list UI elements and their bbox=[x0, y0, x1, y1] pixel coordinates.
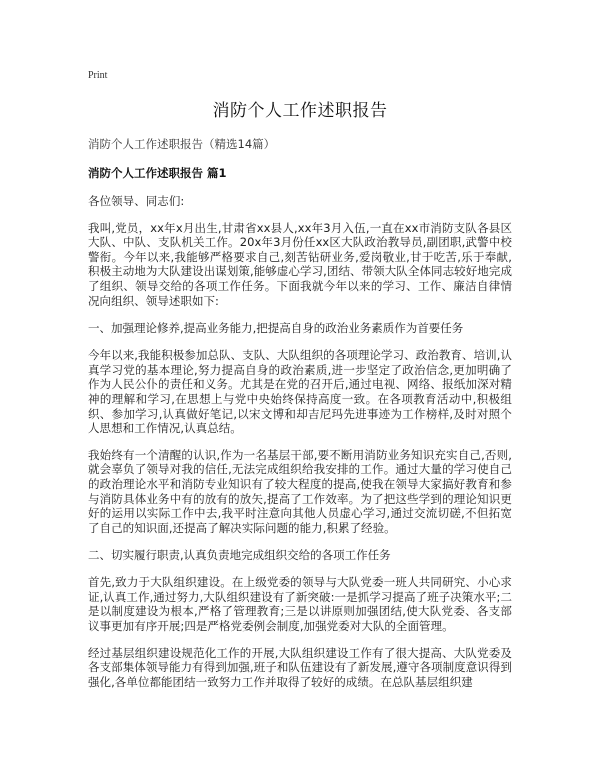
document-page bbox=[88, 70, 512, 701]
page-bottom-mask bbox=[0, 735, 600, 776]
body-paragraph: 经过基层组织建设规范化工作的开展,大队组织建设工作有了很大提高、大队党委及各支部集体领导能力有得到加强,班子和队伍建设有了新发展,遵守各项制度意识得到强化,各单位都能团结一致努力工作并取得了较好的成绩。在总队基层组织建 bbox=[88, 645, 512, 689]
salutation: 各位领导、同志们: bbox=[88, 194, 185, 208]
section-heading-1: 一、加强理论修养,提高业务能力,把提高自身的政治业务素质作为首要任务 bbox=[88, 321, 464, 336]
section-heading-2: 二、切实履行职责,认真负责地完成组织交给的各项工作任务 bbox=[88, 548, 391, 563]
document-subtitle: 消防个人工作述职报告（精选14篇） bbox=[88, 137, 276, 151]
body-paragraph: 我始终有一个清醒的认识,作为一名基层干部,要不断用消防业务知识充实自己,否则,就会辜负了领导对我的信任,无法完成组织给我安排的工作。通过大量的学习使自己的政治理论水平和消防专业知识有了较大程度的提高,使我在领导大家搞好教育和参与消防具体业务中有的放有的放矢,提高了工作效率。为了把这些学到的理论知识更好的运用以实际工作中去,我平时注意向其他人员虚心学习,通过交流切磋,不但拓宽了自己的知识面,还提高了解决实际问题的能力,积累了经验。 bbox=[88, 447, 512, 535]
section-title: 消防个人工作述职报告 篇1 bbox=[88, 166, 227, 180]
intro-paragraph: 我叫,党员，xx年x月出生,甘肃省xx县人,xx年3月入伍,一直在xx市消防支队各县区大队、中队、支队机关工作。20x年3月份任xx区大队政治教导员,副团职,武警中校警衔。今年以来,我能够严格要求自己,刻苦钻研业务,爱岗敬业,甘于吃苦,乐于奉献,积极主动地为大队建设出谋划策,能够虚心学习,团结、带领大队全体同志较好地完成了组织、领导交给的各项工作任务。下面我就今年以来的学习、工作、廉洁自律情况向组织、领导述职如下: bbox=[88, 220, 512, 308]
print-label[interactable]: Print bbox=[88, 70, 108, 81]
body-paragraph: 今年以来,我能积极参加总队、支队、大队组织的各项理论学习、政治教育、培训,认真学习党的基本理论,努力提高自身的政治素质,进一步坚定了政治信念,更加明确了作为人民公仆的责任和义务。尤其是在党的召开后,通过电视、网络、报纸加深对精神的理解和学习,在思想上与党中央始终保持高度一致。在各项教育活动中,积极组织、参加学习,认真做好笔记,以宋文博和却吉尼玛先进事迹为工作榜样,及时对照个人思想和工作情况,认真总结。 bbox=[88, 348, 512, 436]
document-title: 消防个人工作述职报告 bbox=[212, 101, 388, 121]
body-paragraph: 首先,致力于大队组织建设。在上级党委的领导与大队党委一班人共同研究、小心求证,认真工作,通过努力,大队组织建设有了新突破:一是抓学习提高了班子决策水平;二是以制度建设为根本,严格了管理教育;三是以讲原则加强团结,使大队党委、各支部议事更加有序开展;四是严格党委例会制度,加强党委对大队的全面管理。 bbox=[88, 575, 512, 634]
